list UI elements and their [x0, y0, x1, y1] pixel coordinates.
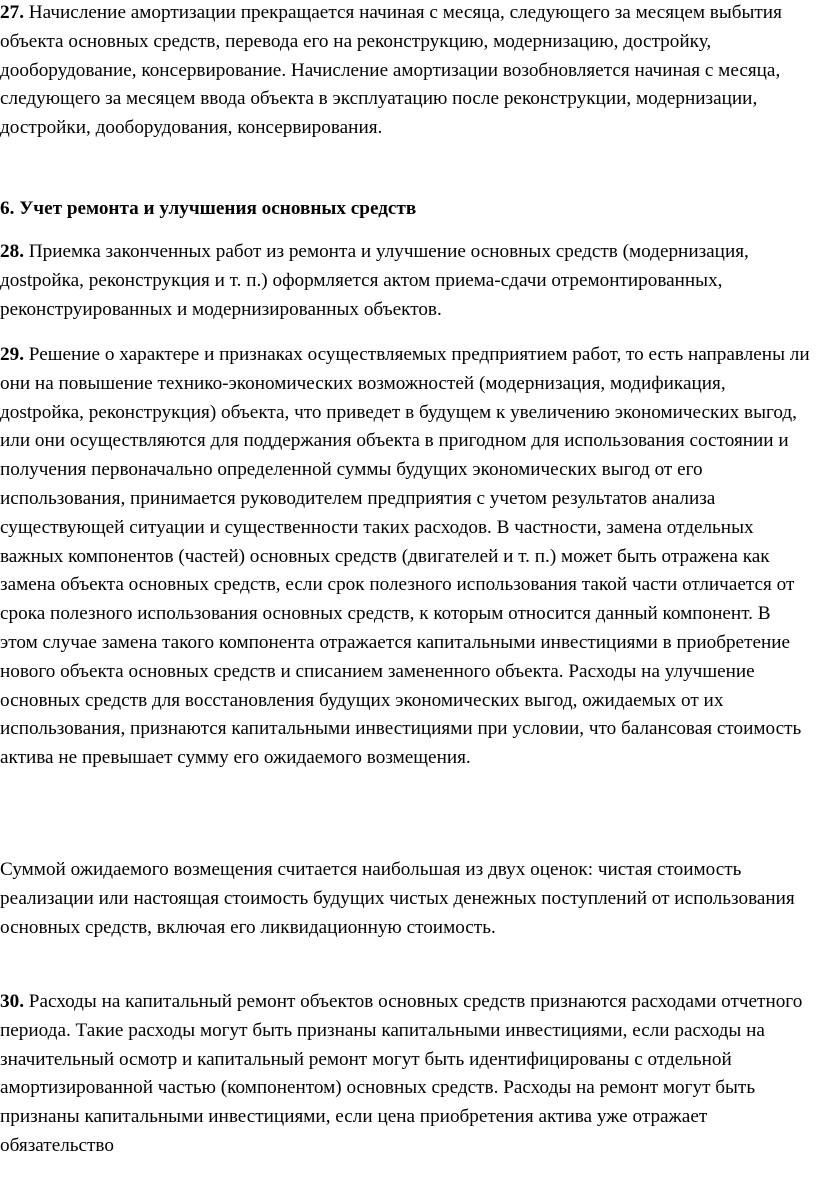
section-heading: 6. Учет ремонта и улучшения основных средств — [0, 198, 417, 219]
paragraph-27 — [0, 0, 806, 143]
paragraph-29 — [0, 341, 812, 773]
paragraph-number: 30. — [0, 991, 24, 1012]
paragraph-text: Начисление амортизации прекращается начиная с месяца, следующего за месяцем выбытия объекта основных средств, перевода его на реконструкцию, модернизацию, достройку, дооборудование, консервирование. Начисление амортизации возобновляется начиная с месяца, следующего за месяцем ввода объекта в эксплуатацию после реконструкции, модернизации, достройки, дооборудования, консервирования. — [0, 2, 782, 139]
paragraph-number: 27. — [0, 2, 24, 23]
paragraph-number: 28. — [0, 241, 24, 262]
paragraph-text: Расходы на капитальный ремонт объектов основных средств признаются расходами отчетного периода. Такие расходы могут быть признаны капитальными инвестициями, если расходы на значительный осмотр и капитальный ремонт могут быть идентифицированы с отдельной амортизированной частью (компонентом) основных средств. Расходы на ремонт могут быть признаны капитальными инвестициями, если цена приобретения актива уже отражает обязательство — [0, 991, 803, 1156]
paragraph-text: Решение о характере и признаках осуществляемых предприятием работ, то есть направлены ли они на повышение технико-экономических возможностей (модернизация, модификация, дostройка, реконструкция) объекта, что приведет в будущем к увеличению экономических выгод, или они осуществляются для поддержания объекта в пригодном для использования состоянии и получения первоначально определенной суммы будущих экономических выгод от его использования, принимается руководителем предприятия с учетом результатов анализа существующей ситуации и существенности таких расходов. В частности, замена отдельных важных компонентов (частей) основных средств (двигателей и т. п.) может быть отражена как замена объекта основных средств, если срок полезного использования такой части отличается от срока полезного использования основных средств, к которым относится данный компонент. В этом случае замена такого компонента отражается капитальными инвестициями в приобретение нового объекта основных средств и списанием замененного объекта. Расходы на улучшение основных средств для восстановления будущих экономических выгод, ожидаемых от их использования, признаются капитальными инвестициями при условии, что балансовая стоимость актива не превышает сумму его ожидаемого возмещения. — [0, 344, 810, 769]
paragraph-number: 29. — [0, 344, 24, 365]
paragraph-text: Приемка законченных работ из ремонта и улучшение основных средств (модернизация, дostройка, реконструкция и т. п.) оформляется актом приема-сдачи отремонтированных, реконструированных и модернизированных объектов. — [0, 241, 749, 320]
paragraph-28 — [0, 238, 806, 324]
paragraph-30 — [0, 988, 806, 1161]
paragraph-expected-recovery: Суммой ожидаемого возмещения считается наибольшая из двух оценок: чистая стоимость реализации или настоящая стоимость будущих чистых денежных поступлений от использования основных средств, включая его ликвидационную стоимость. — [0, 859, 795, 938]
